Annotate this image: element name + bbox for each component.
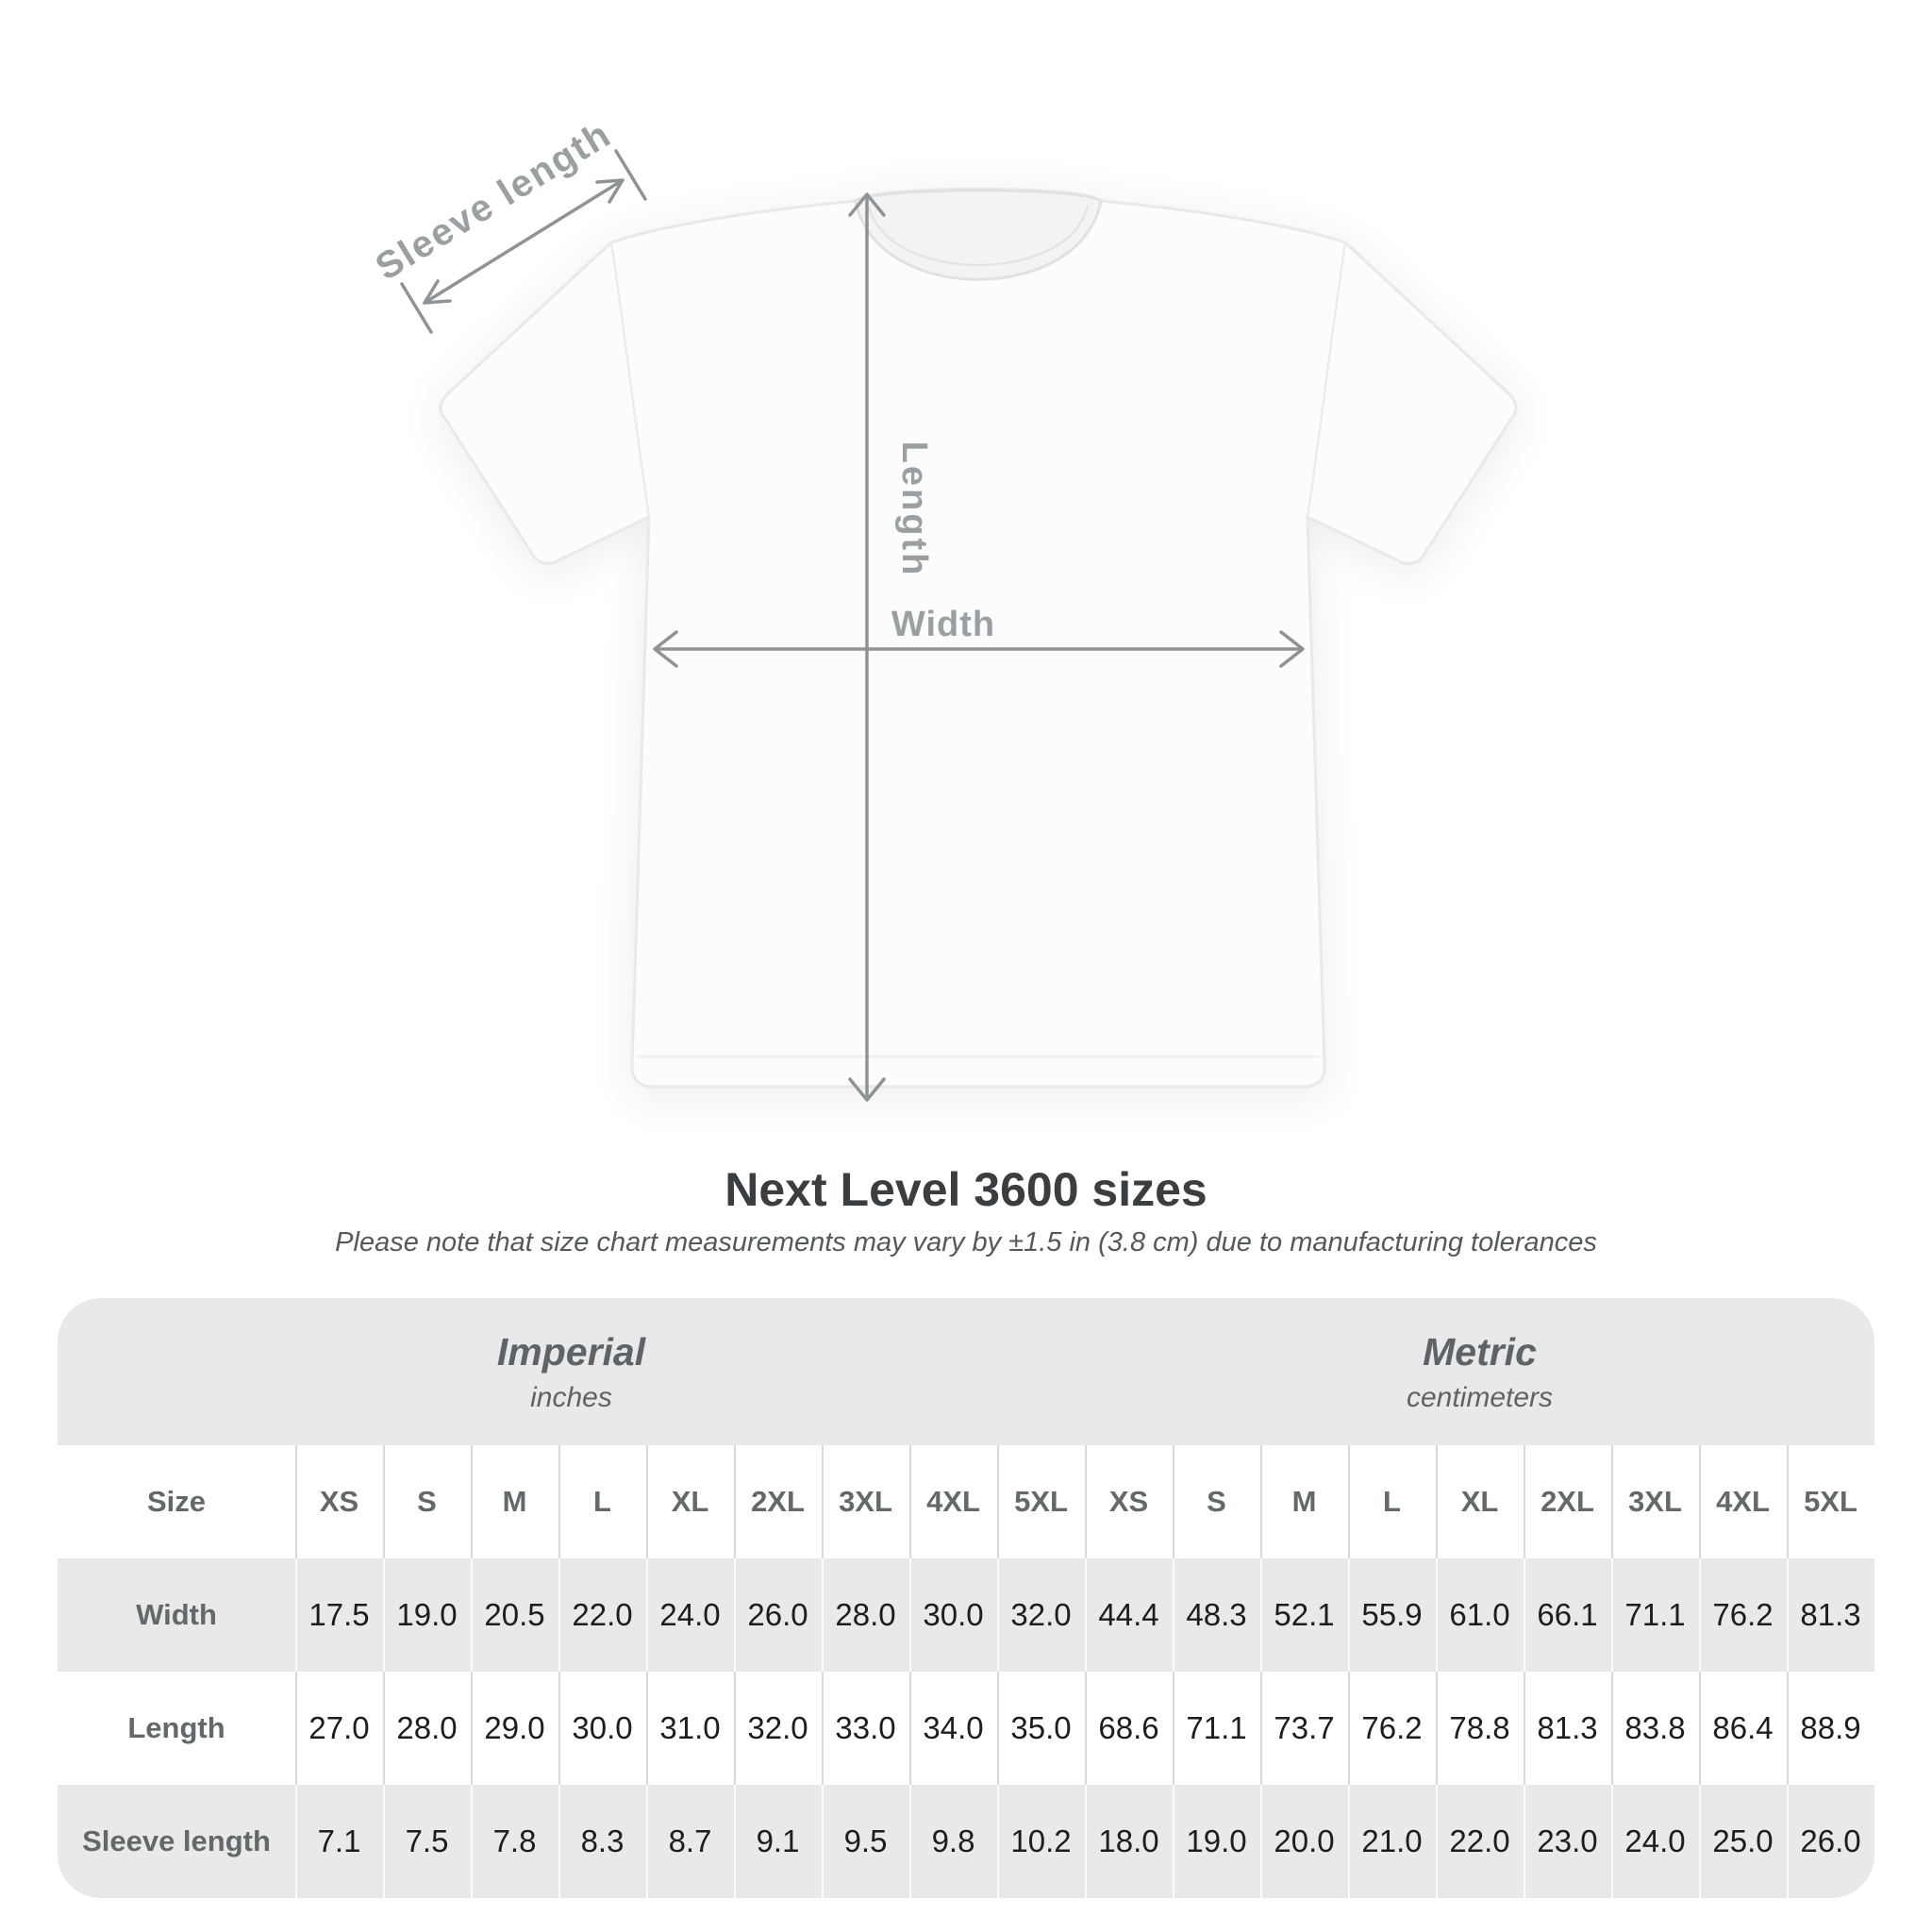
- value-cell-imperial: 32.0: [734, 1672, 822, 1785]
- value-cell-metric: 18.0: [1085, 1785, 1173, 1898]
- value-cell-metric: 52.1: [1260, 1558, 1348, 1672]
- length-label: Length: [894, 441, 934, 578]
- value-cell-metric: 24.0: [1611, 1785, 1699, 1898]
- size-header-imperial: 2XL: [734, 1445, 822, 1558]
- value-cell-imperial: 35.0: [997, 1672, 1085, 1785]
- value-cell-metric: 44.4: [1085, 1558, 1173, 1672]
- value-cell-metric: 48.3: [1173, 1558, 1260, 1672]
- size-header-imperial: S: [383, 1445, 471, 1558]
- size-header-metric: L: [1348, 1445, 1436, 1558]
- size-header-imperial: 5XL: [997, 1445, 1085, 1558]
- size-header-metric: XL: [1436, 1445, 1524, 1558]
- size-table: [58, 1298, 1874, 1898]
- value-cell-imperial: 26.0: [734, 1558, 822, 1672]
- size-header-imperial: 3XL: [822, 1445, 909, 1558]
- size-column-header: Size: [58, 1445, 295, 1558]
- value-cell-imperial: 31.0: [646, 1672, 734, 1785]
- value-cell-metric: 22.0: [1436, 1785, 1524, 1898]
- value-cell-metric: 21.0: [1348, 1785, 1436, 1898]
- value-cell-imperial: 30.0: [558, 1672, 646, 1785]
- value-cell-imperial: 9.1: [734, 1785, 822, 1898]
- size-header-metric: S: [1173, 1445, 1260, 1558]
- value-cell-metric: 76.2: [1699, 1558, 1787, 1672]
- value-cell-imperial: 19.0: [383, 1558, 471, 1672]
- size-header-metric: 2XL: [1524, 1445, 1611, 1558]
- tolerance-note: Please note that size chart measurements may vary by ±1.5 in (3.8 cm) due to manufacturing tolerances: [335, 1227, 1597, 1257]
- value-cell-metric: 73.7: [1260, 1672, 1348, 1785]
- value-cell-imperial: 34.0: [909, 1672, 997, 1785]
- value-cell-metric: 19.0: [1173, 1785, 1260, 1898]
- size-header-metric: 4XL: [1699, 1445, 1787, 1558]
- value-cell-imperial: 28.0: [383, 1672, 471, 1785]
- size-header-imperial: L: [558, 1445, 646, 1558]
- value-cell-metric: 68.6: [1085, 1672, 1173, 1785]
- page-title: Next Level 3600 sizes: [724, 1163, 1208, 1216]
- value-cell-metric: 23.0: [1524, 1785, 1611, 1898]
- value-cell-imperial: 9.8: [909, 1785, 997, 1898]
- size-header-metric: 3XL: [1611, 1445, 1699, 1558]
- value-cell-imperial: 29.0: [471, 1672, 558, 1785]
- value-cell-metric: 78.8: [1436, 1672, 1524, 1785]
- row-label: Width: [58, 1558, 295, 1672]
- value-cell-metric: 61.0: [1436, 1558, 1524, 1672]
- value-cell-metric: 25.0: [1699, 1785, 1787, 1898]
- row-label: Length: [58, 1672, 295, 1785]
- size-header-imperial: M: [471, 1445, 558, 1558]
- value-cell-metric: 71.1: [1173, 1672, 1260, 1785]
- value-cell-metric: 55.9: [1348, 1558, 1436, 1672]
- value-cell-imperial: 17.5: [295, 1558, 383, 1672]
- value-cell-metric: 26.0: [1787, 1785, 1874, 1898]
- size-header-imperial: XL: [646, 1445, 734, 1558]
- value-cell-metric: 88.9: [1787, 1672, 1874, 1785]
- value-cell-imperial: 7.5: [383, 1785, 471, 1898]
- value-cell-imperial: 9.5: [822, 1785, 909, 1898]
- metric-label: Metric: [1423, 1329, 1537, 1374]
- metric-sublabel: centimeters: [1406, 1381, 1554, 1413]
- value-cell-metric: 76.2: [1348, 1672, 1436, 1785]
- value-cell-imperial: 7.8: [471, 1785, 558, 1898]
- size-header-metric: XS: [1085, 1445, 1173, 1558]
- value-cell-metric: 71.1: [1611, 1558, 1699, 1672]
- value-cell-metric: 20.0: [1260, 1785, 1348, 1898]
- sleeve-length-label: Sleeve length: [368, 112, 619, 289]
- size-header-metric: 5XL: [1787, 1445, 1874, 1558]
- value-cell-imperial: 30.0: [909, 1558, 997, 1672]
- value-cell-metric: 66.1: [1524, 1558, 1611, 1672]
- imperial-unit-header: [58, 1298, 1085, 1445]
- value-cell-imperial: 28.0: [822, 1558, 909, 1672]
- value-cell-imperial: 33.0: [822, 1672, 909, 1785]
- value-cell-imperial: 32.0: [997, 1558, 1085, 1672]
- value-cell-imperial: 8.7: [646, 1785, 734, 1898]
- row-label: Sleeve length: [58, 1785, 295, 1898]
- value-cell-metric: 81.3: [1524, 1672, 1611, 1785]
- value-cell-imperial: 10.2: [997, 1785, 1085, 1898]
- size-header-metric: M: [1260, 1445, 1348, 1558]
- width-label: Width: [891, 605, 996, 644]
- imperial-sublabel: inches: [530, 1381, 612, 1413]
- value-cell-imperial: 27.0: [295, 1672, 383, 1785]
- value-cell-imperial: 22.0: [558, 1558, 646, 1672]
- size-header-imperial: 4XL: [909, 1445, 997, 1558]
- value-cell-imperial: 20.5: [471, 1558, 558, 1672]
- value-cell-imperial: 8.3: [558, 1785, 646, 1898]
- value-cell-imperial: 24.0: [646, 1558, 734, 1672]
- value-cell-metric: 83.8: [1611, 1672, 1699, 1785]
- value-cell-metric: 86.4: [1699, 1672, 1787, 1785]
- metric-unit-header: [1085, 1298, 1874, 1445]
- value-cell-imperial: 7.1: [295, 1785, 383, 1898]
- imperial-label: Imperial: [496, 1329, 646, 1374]
- value-cell-metric: 81.3: [1787, 1558, 1874, 1672]
- size-header-imperial: XS: [295, 1445, 383, 1558]
